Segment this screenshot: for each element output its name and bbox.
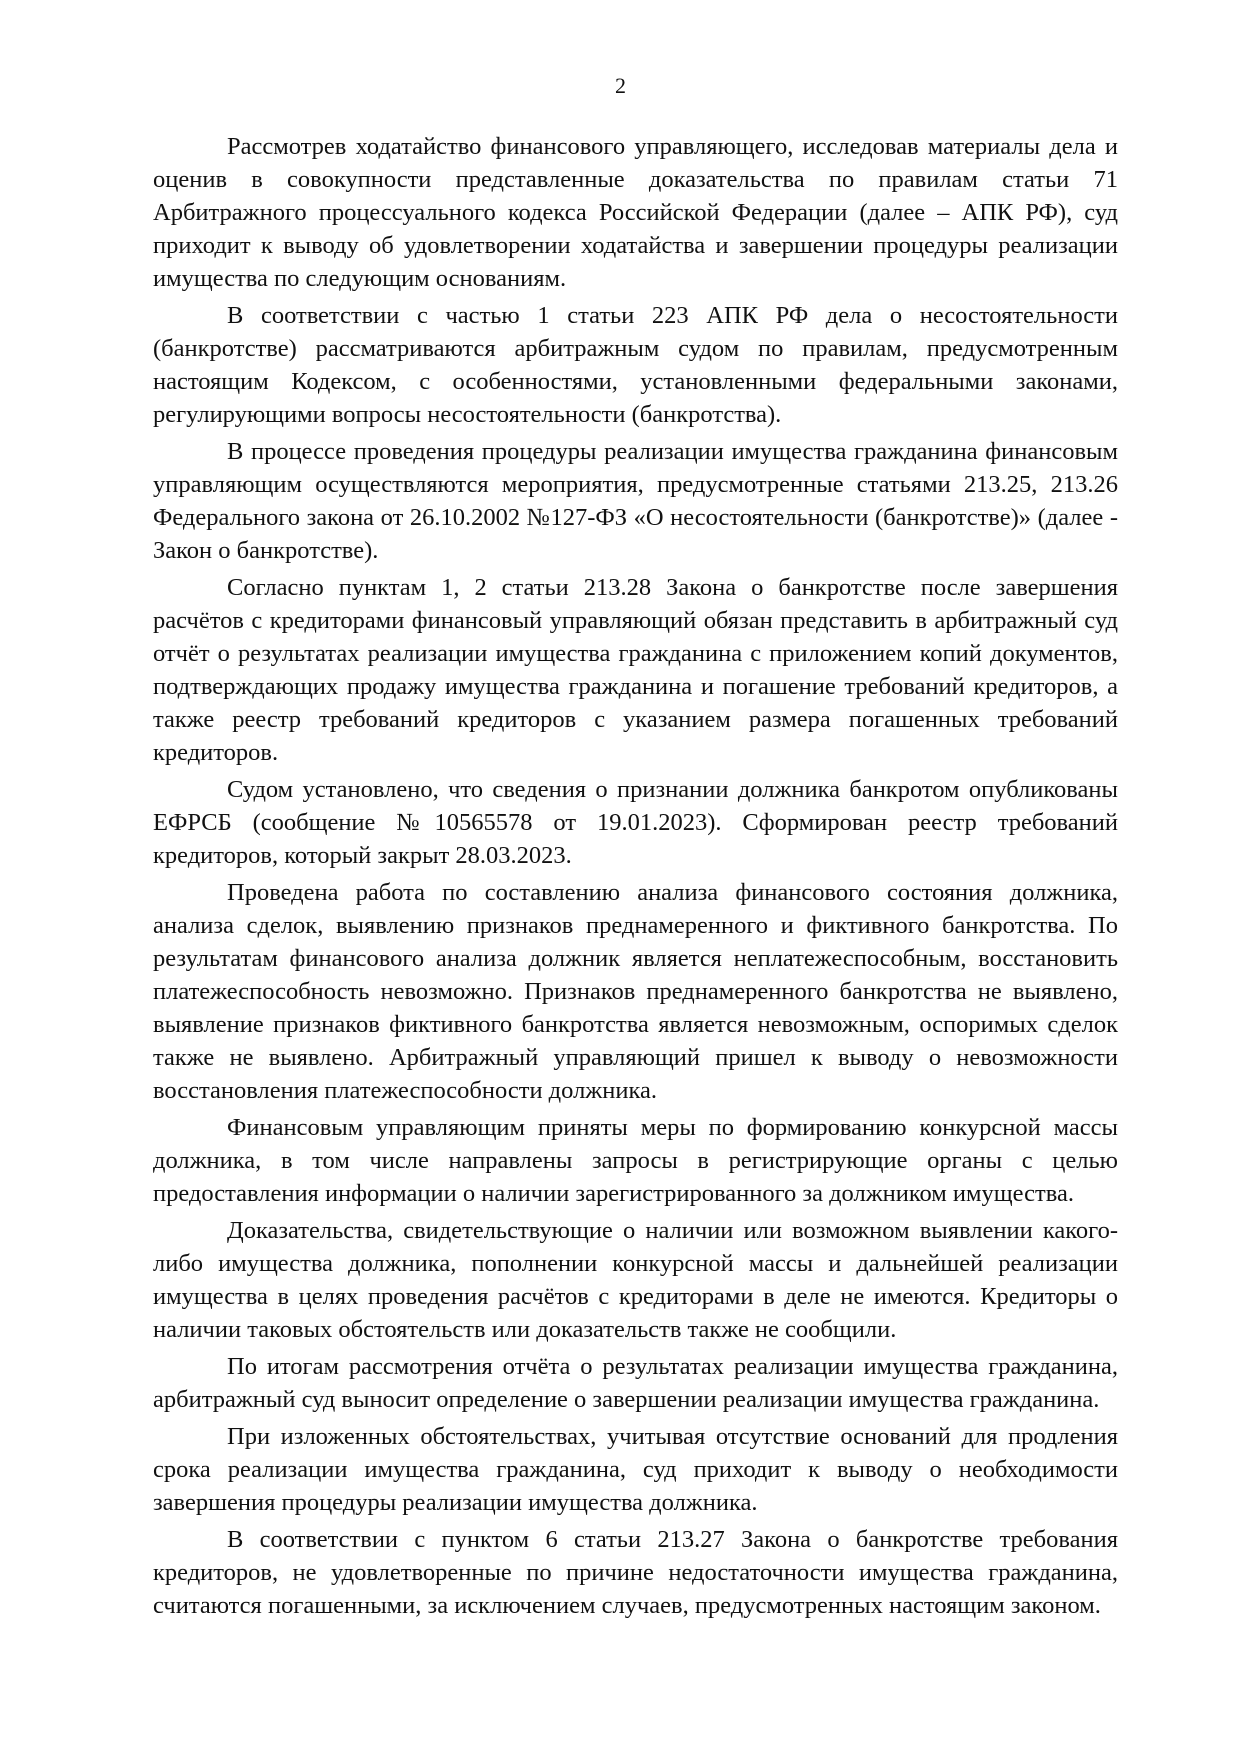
page-number: 2 — [615, 73, 626, 98]
paragraph-6: Проведена работа по составлению анализа финансового состояния должника, анализа сделок, выявлению признаков преднамеренного и фиктивного банкротства. По результатам финансового анализа должник является неплатежеспособным, восстановить платежеспособность невозможно. Признаков преднамеренного банкротства не выявлено, выявление признаков фиктивного банкротства является невозможным, оспоримых сделок также не выявлено. Арбитражный управляющий пришел к выводу о невозможности восстановления платежеспособности должника. — [153, 879, 1118, 1104]
paragraph-7: Финансовым управляющим приняты меры по формированию конкурсной массы должника, в том числе направлены запросы в регистрирующие органы с целью предоставления информации о наличии зарегистрированного за должником имущества. — [153, 1114, 1118, 1207]
paragraph-2: В соответствии с частью 1 статьи 223 АПК РФ дела о несостоятельности (банкротстве) рассматриваются арбитражным судом по правилам, предусмотренным настоящим Кодексом, с особенностями, установленными федеральными законами, регулирующими вопросы несостоятельности (банкротства). — [153, 302, 1118, 428]
paragraph-4: Согласно пунктам 1, 2 статьи 213.28 Закона о банкротстве после завершения расчётов с кредиторами финансовый управляющий обязан представить в арбитражный суд отчёт о результатах реализации имущества гражданина с приложением копий документов, подтверждающих продажу имущества гражданина и погашение требований кредиторов, а также реестр требований кредиторов с указанием размера погашенных требований кредиторов. — [153, 574, 1118, 766]
paragraph-10: При изложенных обстоятельствах, учитывая отсутствие оснований для продления срока реализации имущества гражданина, суд приходит к выводу о необходимости завершения процедуры реализации имущества должника. — [153, 1423, 1118, 1516]
document-body — [153, 130, 1118, 1626]
paragraph-3: В процессе проведения процедуры реализации имущества гражданина финансовым управляющим осуществляются мероприятия, предусмотренные статьями 213.25, 213.26 Федерального закона от 26.10.2002 №127-ФЗ «О несостоятельности (банкротстве)» (далее - Закон о банкротстве). — [153, 438, 1118, 564]
paragraph-5: Судом установлено, что сведения о признании должника банкротом опубликованы ЕФРСБ (сообщение №10565578 от 19.01.2023). Сформирован реестр требований кредиторов, который закрыт 28.03.2023. — [153, 776, 1118, 869]
paragraph-1: Рассмотрев ходатайство финансового управляющего, исследовав материалы дела и оценив в совокупности представленные доказательства по правилам статьи 71 Арбитражного процессуального кодекса Российской Федерации (далее – АПК РФ), суд приходит к выводу об удовлетворении ходатайства и завершении процедуры реализации имущества по следующим основаниям. — [153, 133, 1118, 292]
paragraph-9: По итогам рассмотрения отчёта о результатах реализации имущества гражданина, арбитражный суд выносит определение о завершении реализации имущества гражданина. — [153, 1353, 1118, 1413]
paragraph-8: Доказательства, свидетельствующие о наличии или возможном выявлении какого-либо имущества должника, пополнении конкурсной массы и дальнейшей реализации имущества в целях проведения расчётов с кредиторами в деле не имеются. Кредиторы о наличии таковых обстоятельств или доказательств также не сообщили. — [153, 1217, 1118, 1343]
paragraph-11: В соответствии с пунктом 6 статьи 213.27 Закона о банкротстве требования кредиторов, не удовлетворенные по причине недостаточности имущества гражданина, считаются погашенными, за исключением случаев, предусмотренных настоящим законом. — [153, 1526, 1118, 1619]
